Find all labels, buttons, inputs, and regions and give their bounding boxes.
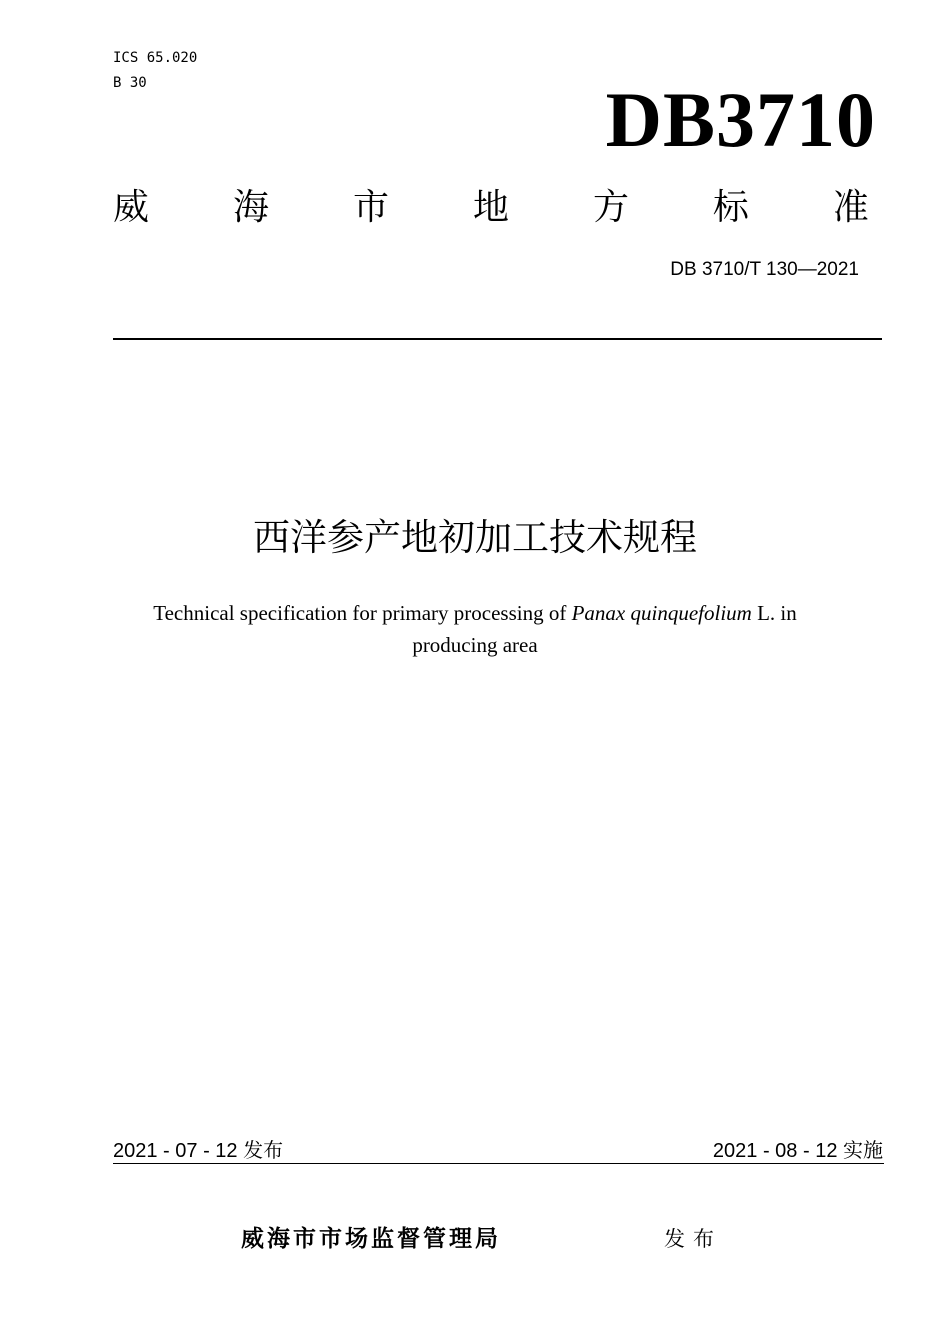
standard-type-char: 地 (472, 187, 509, 228)
issue-date: 2021 - 07 - 12 发布 (113, 1140, 284, 1162)
implementation-date: 2021 - 08 - 12 实施 (712, 1140, 883, 1162)
title-english-species: Panax quinquefolium (571, 601, 752, 625)
standard-type-char: 标 (712, 187, 749, 228)
standard-number: DB 3710/T 130—2021 (670, 259, 859, 280)
title-english-text: L. in (751, 601, 797, 625)
publisher: 威海市市场监督管理局 (241, 1226, 501, 1252)
standard-code: DB3710 (605, 76, 876, 163)
header-divider (113, 338, 882, 340)
ccs-code: B 30 (113, 75, 147, 91)
title-english-line2: producing area (412, 633, 538, 657)
footer-divider (113, 1163, 884, 1164)
standard-type (113, 184, 869, 232)
standard-type-char: 方 (592, 187, 629, 228)
document-title-chinese: 西洋参产地初加工技术规程 (253, 516, 697, 559)
standard-type-char: 威 (113, 187, 150, 228)
standard-type-char: 市 (352, 187, 389, 228)
title-english-text: Technical specification for primary processing of (153, 601, 572, 625)
publish-label: 发布 (664, 1227, 722, 1251)
standard-type-char: 准 (832, 187, 869, 228)
ics-code: ICS 65.020 (113, 50, 198, 66)
document-title-english (75, 597, 875, 661)
standard-type-char: 海 (232, 187, 269, 228)
